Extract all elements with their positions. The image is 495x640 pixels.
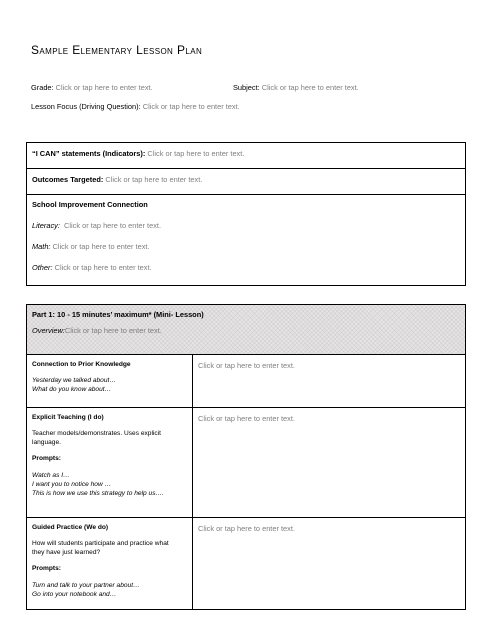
- math-label: Math:: [32, 242, 51, 251]
- ican-row[interactable]: [27, 143, 465, 169]
- explicit-teaching-section: [27, 408, 465, 518]
- part1-table: [26, 304, 466, 610]
- grade-placeholder[interactable]: Click or tap here to enter text.: [55, 83, 153, 92]
- guided-practice-section: [27, 518, 465, 609]
- guided-practice-prompt: Turn and talk to your partner about…: [32, 582, 140, 589]
- prior-knowledge-line: Yesterday we talked about…: [32, 377, 116, 384]
- explicit-teaching-prompt: This is how we use this strategy to help us….: [32, 490, 164, 497]
- explicit-teaching-prompt: Watch as I…: [32, 472, 70, 479]
- math-placeholder[interactable]: Click or tap here to enter text.: [52, 242, 150, 251]
- math-field[interactable]: [32, 242, 150, 251]
- column-divider: [192, 408, 193, 517]
- guided-practice-prompt: Go into your notebook and…: [32, 591, 117, 598]
- lesson-focus-label: Lesson Focus (Driving Question):: [31, 102, 141, 111]
- literacy-label: Literacy:: [32, 221, 60, 230]
- overview-field[interactable]: [32, 326, 162, 335]
- other-label: Other:: [32, 263, 53, 272]
- explicit-teaching-body: language.: [32, 439, 61, 446]
- indicators-table: [26, 142, 466, 286]
- part1-header: [27, 305, 465, 355]
- page-title: Sample Elementary Lesson Plan: [31, 43, 203, 57]
- subject-placeholder[interactable]: Click or tap here to enter text.: [261, 83, 359, 92]
- literacy-field[interactable]: [32, 221, 161, 230]
- overview-label: Overview:: [32, 326, 65, 335]
- school-improvement-heading: School Improvement Connection: [32, 200, 148, 209]
- explicit-teaching-heading: Explicit Teaching (I do): [32, 414, 104, 421]
- grade-field[interactable]: [31, 83, 153, 92]
- outcomes-placeholder[interactable]: Click or tap here to enter text.: [105, 175, 203, 184]
- prior-knowledge-line: What do you know about…: [32, 386, 112, 393]
- outcomes-label: Outcomes Targeted:: [32, 175, 104, 184]
- guided-practice-input[interactable]: Click or tap here to enter text.: [198, 524, 295, 533]
- explicit-teaching-body: Teacher models/demonstrates. Uses explicit: [32, 430, 161, 437]
- explicit-teaching-prompt: I want you to notice how …: [32, 481, 112, 488]
- subject-field[interactable]: [233, 83, 359, 92]
- guided-practice-body: they have just learned?: [32, 549, 101, 556]
- part1-heading: Part 1: 10 - 15 minutes’ maximum* (Mini- Lesson): [32, 310, 204, 319]
- guided-practice-body: How will students participate and practice what: [32, 540, 169, 547]
- grade-label: Grade:: [31, 83, 54, 92]
- other-placeholder[interactable]: Click or tap here to enter text.: [54, 263, 152, 272]
- subject-label: Subject:: [233, 83, 260, 92]
- column-divider: [192, 355, 193, 407]
- literacy-placeholder[interactable]: Click or tap here to enter text.: [64, 221, 161, 230]
- column-divider: [192, 518, 193, 609]
- explicit-teaching-input[interactable]: Click or tap here to enter text.: [198, 414, 295, 423]
- prior-knowledge-input[interactable]: Click or tap here to enter text.: [198, 361, 295, 370]
- prior-knowledge-heading: Connection to Prior Knowledge: [32, 361, 131, 368]
- explicit-teaching-prompts-label: Prompts:: [32, 455, 61, 462]
- other-field[interactable]: [32, 263, 152, 272]
- lesson-focus-placeholder[interactable]: Click or tap here to enter text.: [142, 102, 240, 111]
- overview-placeholder[interactable]: Click or tap here to enter text.: [64, 326, 162, 335]
- guided-practice-heading: Guided Practice (We do): [32, 524, 109, 531]
- school-improvement-row: [27, 195, 465, 285]
- ican-placeholder[interactable]: Click or tap here to enter text.: [147, 149, 245, 158]
- lesson-focus-field[interactable]: [31, 102, 240, 111]
- guided-practice-prompts-label: Prompts:: [32, 565, 61, 572]
- outcomes-row[interactable]: [27, 169, 465, 195]
- prior-knowledge-section: [27, 355, 465, 408]
- ican-label: “I CAN” statements (Indicators):: [32, 149, 146, 158]
